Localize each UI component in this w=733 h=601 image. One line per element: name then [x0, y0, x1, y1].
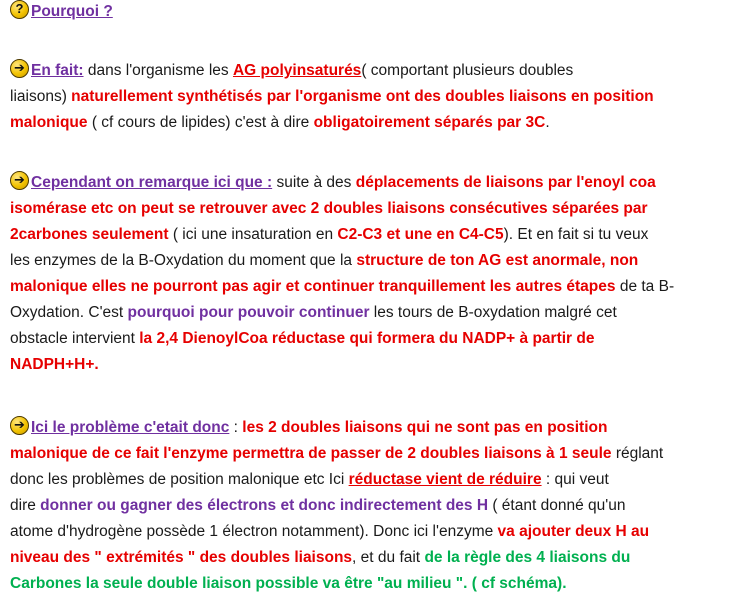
emphasis-red: malonique de ce fait l'enzyme permettra de passer de 2 doubles liaisons à 1 seule — [10, 445, 612, 462]
emphasis-red: les 2 doubles liaisons qui ne sont pas en position — [242, 419, 608, 436]
emphasis-red: va ajouter deux H au — [497, 523, 650, 540]
paragraph-ici-le-probleme — [10, 415, 719, 597]
text-span: les enzymes de la B-Oxydation du moment que la — [10, 252, 357, 269]
emphasis-red: malonique — [10, 114, 88, 131]
text-span: obstacle intervient — [10, 330, 140, 347]
arrow-bullet-icon: ➔ — [10, 416, 29, 435]
text-span: dire — [10, 497, 41, 514]
emphasis-red: la 2,4 DienoylCoa réductase qui formera du NADP+ à partir de — [139, 330, 595, 347]
text-span: : — [229, 419, 243, 436]
label-ici-le-probleme: Ici le problème c'etait donc — [31, 419, 230, 436]
emphasis-red: 2carbones seulement — [10, 226, 169, 243]
emphasis-red: niveau des " extrémités " des doubles liaisons — [10, 549, 353, 566]
text-span: , et du fait — [352, 549, 425, 566]
arrow-bullet-icon: ➔ — [10, 59, 29, 78]
text-span: de ta B- — [615, 278, 675, 295]
emphasis-purple: pourquoi pour pouvoir continuer — [127, 304, 370, 321]
paragraph-cependant — [10, 170, 719, 378]
text-span: liaisons) — [10, 88, 72, 105]
paragraph-en-fait — [10, 58, 719, 136]
emphasis-red: naturellement synthétisés par l'organisme ont des doubles liaisons en position — [71, 88, 654, 105]
heading-paragraph — [10, 0, 719, 22]
emphasis-red: structure de ton AG est anormale, non — [356, 252, 639, 269]
label-en-fait: En fait: — [31, 62, 84, 79]
emphasis-green: Carbones la seule double liaison possible va être "au milieu ". ( cf schéma). — [10, 575, 567, 592]
text-span: ( cf cours de lipides) c'est à dire — [87, 114, 314, 131]
text-span: Oxydation. C'est — [10, 304, 128, 321]
text-span: suite à des — [272, 174, 356, 191]
heading-pourquoi: Pourquoi ? — [31, 3, 113, 20]
text-span: ). Et en fait si tu veux — [503, 226, 649, 243]
text-span: ( comportant plusieurs doubles — [361, 62, 574, 79]
text-span: atome d'hydrogène possède 1 électron notamment). Donc ici l'enzyme — [10, 523, 498, 540]
emphasis-ag-polyinsatures: AG polyinsaturés — [232, 62, 362, 79]
emphasis-red: déplacements de liaisons par l'enoyl coa — [355, 174, 656, 191]
text-span: ( étant donné qu'un — [488, 497, 626, 514]
arrow-bullet-icon: ➔ — [10, 171, 29, 190]
question-mark-icon: ? — [10, 0, 29, 19]
emphasis-red: malonique elles ne pourront pas agir et continuer tranquillement les autres étapes — [10, 278, 616, 295]
emphasis-red: isomérase etc on peut se retrouver avec 2 doubles liaisons consécutives séparées par — [10, 200, 648, 217]
emphasis-red: C2-C3 et une en C4-C5 — [337, 226, 504, 243]
text-span: dans l'organisme les — [83, 62, 233, 79]
emphasis-reductase: réductase vient de réduire — [348, 471, 542, 488]
text-span: : qui veut — [541, 471, 609, 488]
emphasis-red: obligatoirement séparés par 3C — [313, 114, 546, 131]
emphasis-purple: donner ou gagner des électrons et donc indirectement des H — [40, 497, 489, 514]
text-span: ( ici une insaturation en — [168, 226, 338, 243]
text-span: . — [545, 114, 550, 131]
label-cependant: Cependant on remarque ici que : — [31, 174, 273, 191]
text-span: donc les problèmes de position malonique etc Ici — [10, 471, 349, 488]
emphasis-green: de la règle des 4 liaisons du — [424, 549, 631, 566]
emphasis-red: NADPH+H+. — [10, 356, 99, 373]
text-span: les tours de B-oxydation malgré cet — [369, 304, 617, 321]
text-span: réglant — [611, 445, 664, 462]
